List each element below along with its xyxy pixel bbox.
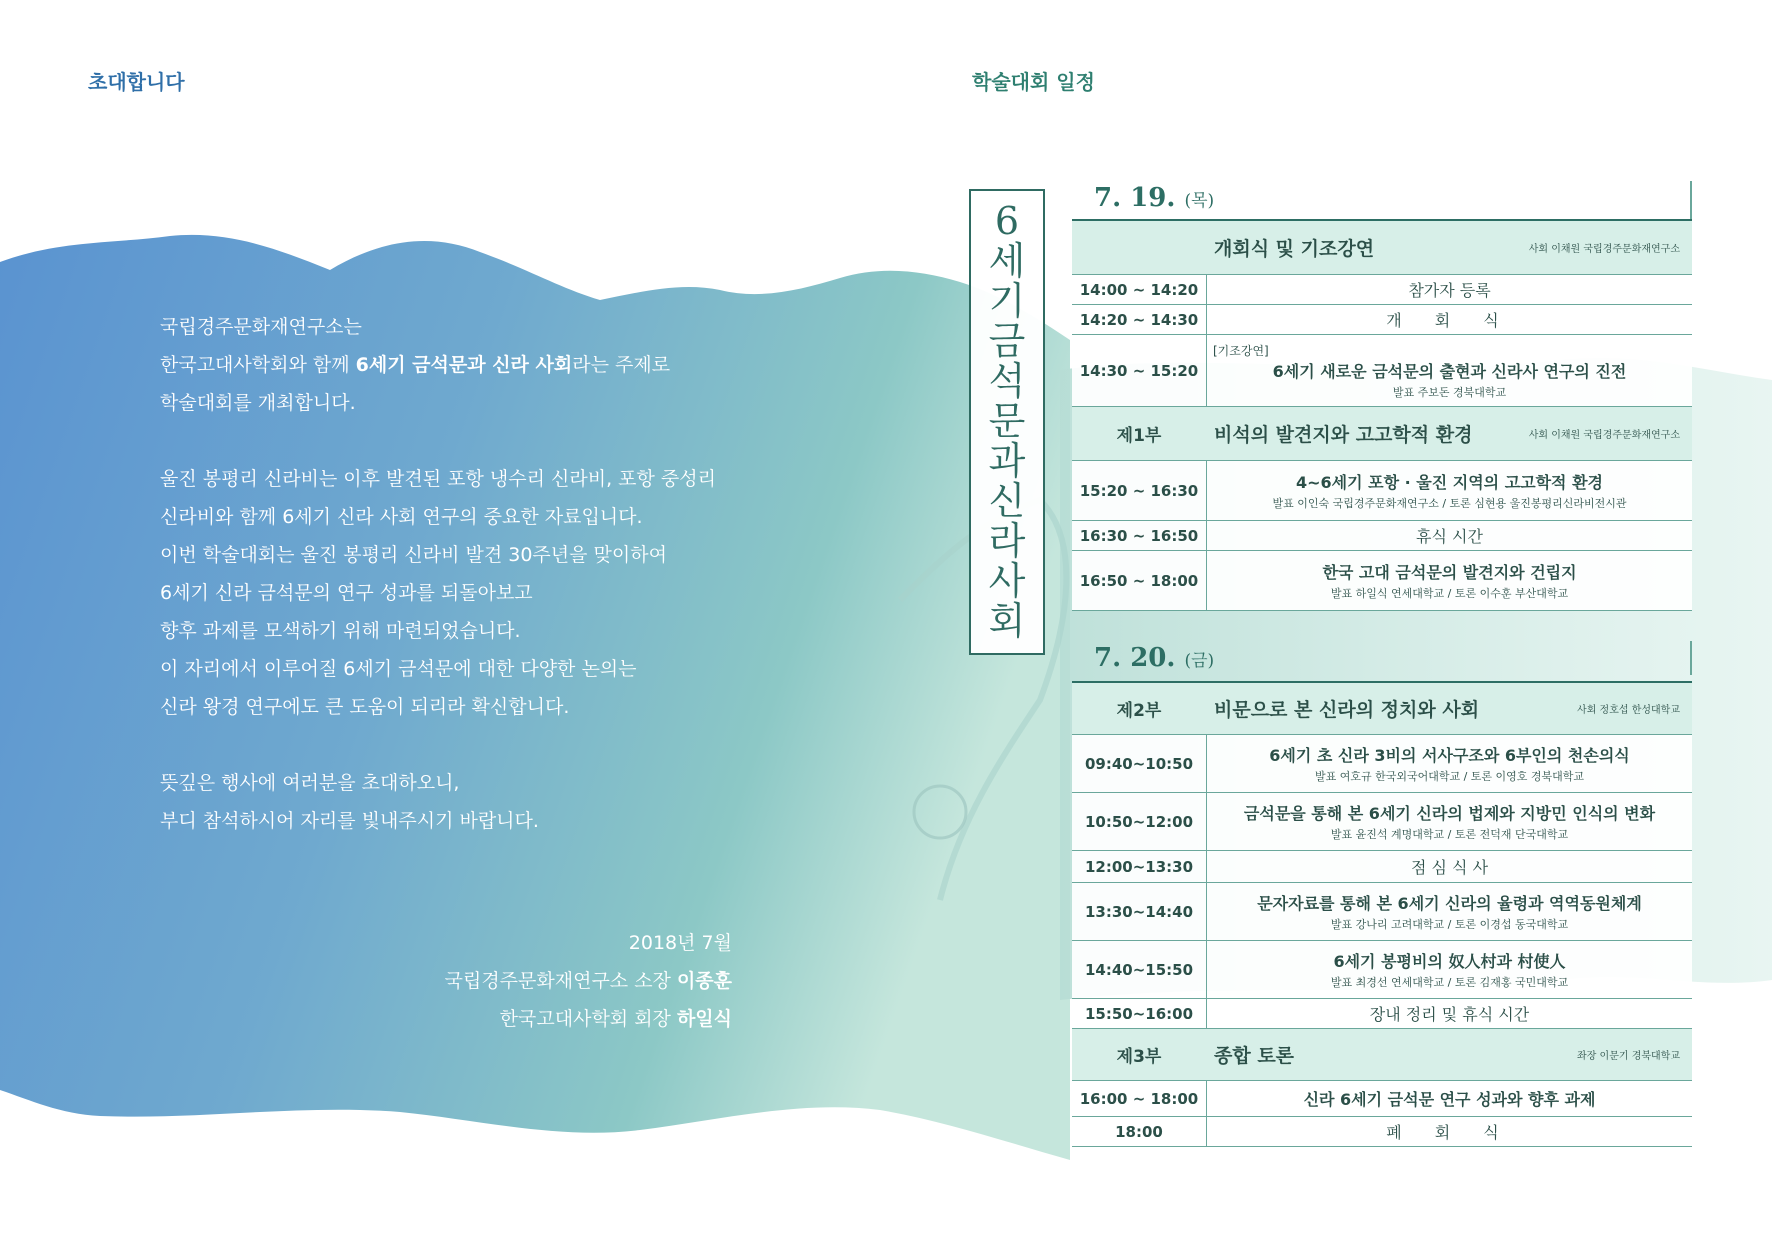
time-slot: 15:50~16:00 (1072, 999, 1207, 1028)
session-title: 비석의 발견지와 고고학적 환경 (1214, 424, 1473, 446)
session-body (1206, 695, 1692, 722)
event-title: 문자자료를 통해 본 6세기 신라의 율령과 역역동원체계 (1257, 894, 1642, 913)
letter-text: 라는 주제로 (572, 354, 671, 376)
time-slot: 14:30 ~ 15:20 (1072, 335, 1207, 406)
schedule-row (1072, 1081, 1692, 1117)
invitation-letter (160, 308, 740, 878)
schedule-row (1072, 793, 1692, 851)
event-title: 6세기 새로운 금석문의 출현과 신라사 연구의 진전 (1272, 361, 1627, 381)
session-row-opening (1072, 221, 1692, 275)
session-label: 제3부 (1116, 1047, 1162, 1067)
session-body (1206, 1041, 1692, 1068)
time-slot: 14:20 ~ 14:30 (1072, 305, 1207, 334)
event-title: 6세기 초 신라 3비의 서사구조와 6부인의 천손의식 (1269, 746, 1630, 765)
title-char: 회 (988, 599, 1026, 643)
presenter-info: 발표 이인숙 국립경주문화재연구소 / 토론 심현용 울진봉평리신라비전시관 (1272, 497, 1627, 510)
signature-block (445, 924, 732, 1038)
event-title: 신라 6세기 금석문 연구 성과와 향후 과제 (1303, 1090, 1596, 1109)
session-title: 종합 토론 (1214, 1045, 1295, 1067)
schedule-row (1072, 999, 1692, 1029)
session-chair: 사회 이채원 국립경주문화재연구소 (1528, 244, 1680, 255)
time-slot: 15:20 ~ 16:30 (1072, 461, 1207, 520)
day1-schedule-table (1072, 219, 1692, 611)
event-title: 한국 고대 금석문의 발견지와 건립지 (1322, 563, 1577, 582)
schedule-row (1072, 1117, 1692, 1147)
title-char: 석 (988, 359, 1026, 403)
letter-line: 향후 과제를 모색하기 위해 마련되었습니다. (160, 620, 521, 642)
time-slot: 12:00~13:30 (1072, 851, 1207, 882)
presenter-info: 발표 주보돈 경북대학교 (1392, 385, 1507, 399)
title-char: 세 (988, 239, 1026, 283)
time-slot: 09:40~10:50 (1072, 735, 1207, 792)
schedule-row (1072, 883, 1692, 941)
signatory-2 (445, 1000, 732, 1038)
signatory-name: 이종훈 (676, 970, 732, 992)
session-body (1206, 234, 1692, 261)
title-char: 사 (988, 559, 1026, 603)
time-slot: 16:50 ~ 18:00 (1072, 551, 1207, 610)
session-chair: 사회 이채원 국립경주문화재연구소 (1528, 430, 1680, 441)
conference-theme: 6세기 금석문과 신라 사회 (355, 354, 573, 376)
schedule-row (1072, 941, 1692, 999)
letter-line: 울진 봉평리 신라비는 이후 발견된 포항 냉수리 신라비, 포항 중성리 (160, 468, 716, 490)
event-title: 6세기 봉평비의 奴人村과 村使人 (1333, 952, 1566, 971)
time-slot: 18:00 (1072, 1117, 1207, 1146)
letter-line: 신라비와 함께 6세기 신라 사회 연구의 중요한 자료입니다. (160, 506, 643, 528)
letter-line: 뜻깊은 행사에 여러분을 초대하오니, (160, 772, 460, 794)
schedule-row (1072, 521, 1692, 551)
schedule-row (1072, 461, 1692, 521)
day2-schedule-table (1072, 681, 1692, 1147)
schedule-row (1072, 305, 1692, 335)
event-title: 참가자 등록 (1408, 281, 1491, 300)
time-slot: 16:00 ~ 18:00 (1072, 1081, 1207, 1116)
presenter-info: 발표 최경선 연세대학교 / 토론 김재홍 국민대학교 (1330, 976, 1569, 989)
session-title: 개회식 및 기조강연 (1214, 238, 1375, 260)
letter-paragraph-3 (160, 764, 740, 840)
event-title: 장내 정리 및 휴식 시간 (1369, 1005, 1530, 1024)
schedule-row (1072, 851, 1692, 883)
signatory-title: 한국고대사학회 회장 (499, 1008, 677, 1030)
letter-paragraph-2 (160, 460, 740, 726)
session-label (1072, 221, 1206, 274)
title-char: 문 (988, 399, 1026, 443)
signatory-title: 국립경주문화재연구소 소장 (444, 970, 677, 992)
title-char: 6 (994, 199, 1020, 243)
event-title: 폐 회 식 (1386, 1123, 1513, 1142)
session-chair: 좌장 이문기 경북대학교 (1577, 1051, 1680, 1062)
title-char: 금 (988, 319, 1026, 363)
session-row-part2 (1072, 683, 1692, 735)
letter-line: 이 자리에서 이루어질 6세기 금석문에 대한 다양한 논의는 (160, 658, 637, 680)
presenter-info: 발표 윤진석 계명대학교 / 토론 전덕재 단국대학교 (1330, 828, 1569, 841)
letter-line: 부디 참석하시어 자리를 빛내주시기 바랍니다. (160, 810, 539, 832)
signatory-1 (445, 962, 732, 1000)
day2-date (1094, 643, 1214, 673)
schedule-heading: 학술대회 일정 (972, 70, 1095, 94)
event-title: 개 회 식 (1386, 311, 1513, 330)
presenter-info: 발표 여호규 한국외국어대학교 / 토론 이영호 경북대학교 (1314, 770, 1585, 783)
letter-line: 신라 왕경 연구에도 큰 도움이 되리라 확신합니다. (160, 696, 570, 718)
schedule-row (1072, 335, 1692, 407)
date-text: 7. 20. (1094, 643, 1176, 673)
vertical-conference-title (969, 189, 1045, 655)
letter-line: 6세기 신라 금석문의 연구 성과를 되돌아보고 (160, 582, 533, 604)
signatory-name: 하일식 (676, 1008, 732, 1030)
event-title: 4~6세기 포항 · 울진 지역의 고고학적 환경 (1295, 473, 1603, 492)
time-slot: 13:30~14:40 (1072, 883, 1207, 940)
day1-date (1094, 183, 1214, 213)
title-char: 신 (988, 479, 1026, 523)
session-body (1206, 420, 1692, 447)
session-row-part1 (1072, 407, 1692, 461)
letter-date: 2018년 7월 (628, 932, 732, 954)
letter-paragraph-1 (160, 308, 740, 422)
event-title: 금석문을 통해 본 6세기 신라의 법제와 지방민 인식의 변화 (1243, 804, 1656, 823)
session-label: 제1부 (1116, 426, 1162, 446)
letter-text: 한국고대사학회와 함께 (160, 354, 356, 376)
title-char: 과 (988, 439, 1026, 483)
title-char: 라 (988, 519, 1026, 563)
session-chair: 사회 정호섭 한성대학교 (1577, 705, 1680, 716)
schedule-row (1072, 275, 1692, 305)
keynote-tag: [기조강연] (1213, 343, 1269, 358)
event-title: 점 심 식 사 (1410, 858, 1489, 877)
session-label: 제2부 (1116, 701, 1162, 721)
weekday-text: (목) (1184, 191, 1215, 211)
event-title: 휴식 시간 (1416, 527, 1483, 546)
letter-line: 학술대회를 개최합니다. (160, 392, 356, 414)
session-title: 비문으로 본 신라의 정치와 사회 (1214, 699, 1480, 721)
session-row-part3 (1072, 1029, 1692, 1081)
presenter-info: 발표 강나리 고려대학교 / 토론 이경섭 동국대학교 (1330, 918, 1569, 931)
weekday-text: (금) (1184, 651, 1215, 671)
presenter-info: 발표 하일식 연세대학교 / 토론 이수훈 부산대학교 (1330, 587, 1569, 600)
letter-line (160, 346, 740, 384)
schedule-row (1072, 551, 1692, 611)
invitation-heading: 초대합니다 (88, 70, 185, 94)
title-char: 기 (988, 279, 1026, 323)
time-slot: 16:30 ~ 16:50 (1072, 521, 1207, 550)
date-text: 7. 19. (1094, 183, 1176, 213)
time-slot: 14:40~15:50 (1072, 941, 1207, 998)
schedule-row (1072, 735, 1692, 793)
time-slot: 14:00 ~ 14:20 (1072, 275, 1207, 304)
letter-line: 국립경주문화재연구소는 (160, 316, 362, 338)
time-slot: 10:50~12:00 (1072, 793, 1207, 850)
letter-line: 이번 학술대회는 울진 봉평리 신라비 발견 30주년을 맞이하여 (160, 544, 667, 566)
